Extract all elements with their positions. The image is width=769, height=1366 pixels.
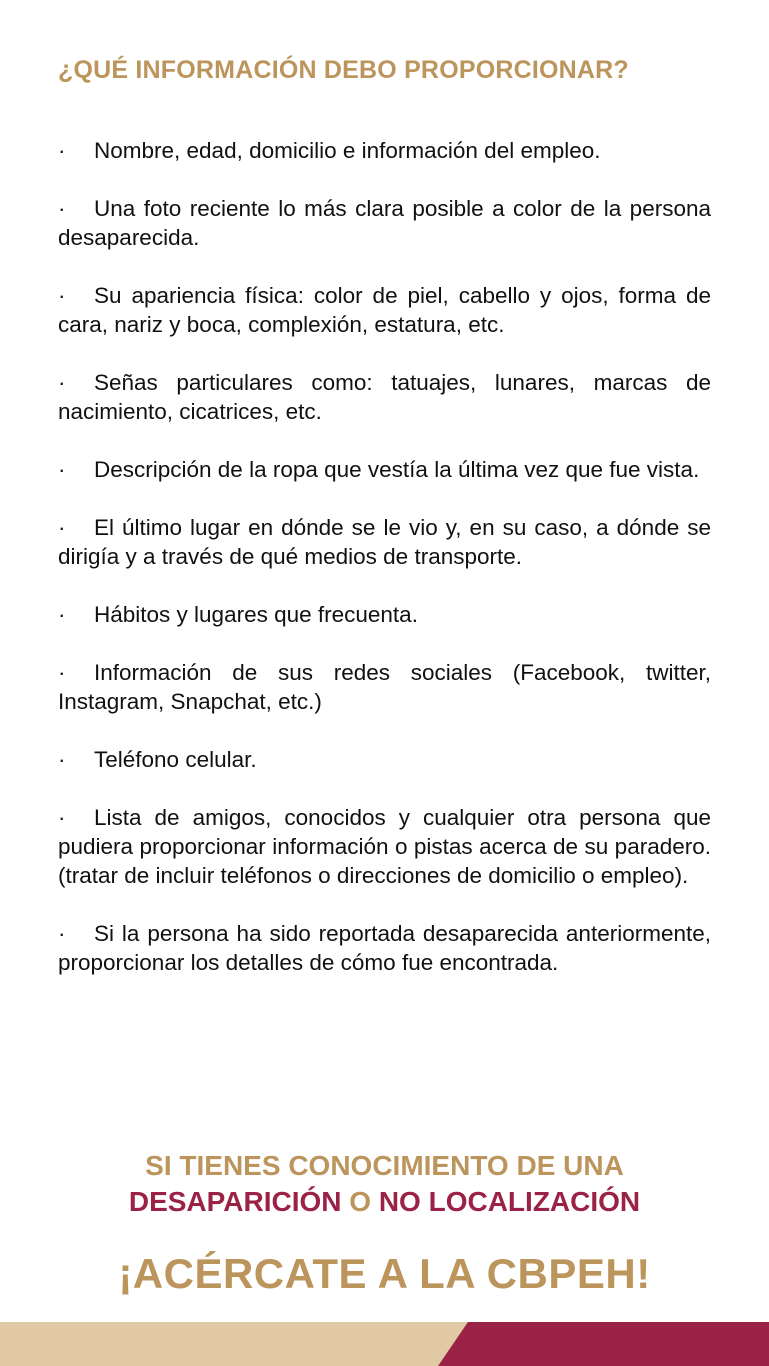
- list-item: [58, 136, 711, 165]
- list-item-text: Hábitos y lugares que frecuenta.: [94, 602, 418, 627]
- footer-maroon-stripe: [438, 1322, 769, 1366]
- list-item: [58, 281, 711, 339]
- list-item-text: Una foto reciente lo más clara posible a color de la persona desaparecida.: [58, 196, 711, 250]
- bullet-icon: ·: [58, 805, 66, 830]
- list-item-text: El último lugar en dónde se le vio y, en su caso, a dónde se dirigía y a través de qué medios de transporte.: [58, 515, 711, 569]
- list-item: [58, 600, 711, 629]
- list-item-text: Lista de amigos, conocidos y cualquier otra persona que pudiera proporcionar información o pistas acerca de su paradero. (tratar de incluir teléfonos o direcciones de domicilio o empleo).: [58, 805, 711, 888]
- bullet-icon: ·: [58, 747, 66, 772]
- bullet-icon: ·: [58, 196, 66, 221]
- list-item: [58, 455, 711, 484]
- list-item: [58, 194, 711, 252]
- list-item-text: Si la persona ha sido reportada desaparecida anteriormente, proporcionar los detalles de cómo fue encontrada.: [58, 921, 711, 975]
- list-item: [58, 803, 711, 890]
- list-item: [58, 513, 711, 571]
- cta-not-located: NO LOCALIZACIÓN: [378, 1186, 641, 1217]
- list-item-text: Información de sus redes sociales (Facebook, twitter, Instagram, Snapchat, etc.): [58, 660, 711, 714]
- cta-line-2: [0, 1186, 769, 1218]
- bullet-icon: ·: [58, 602, 66, 627]
- list-item: [58, 368, 711, 426]
- list-item: [58, 919, 711, 977]
- bullet-icon: ·: [58, 138, 66, 163]
- bullet-icon: ·: [58, 921, 66, 946]
- bullet-icon: ·: [58, 283, 66, 308]
- cta-final-call: ¡ACÉRCATE A LA CBPEH!: [118, 1250, 651, 1297]
- bullet-icon: ·: [58, 660, 66, 685]
- footer-band: [0, 1322, 769, 1366]
- list-item-text: Nombre, edad, domicilio e información del empleo.: [94, 138, 601, 163]
- information-list: [58, 136, 711, 1006]
- page-title: ¿QUÉ INFORMACIÓN DEBO PROPORCIONAR?: [58, 56, 629, 84]
- list-item: [58, 658, 711, 716]
- bullet-icon: ·: [58, 515, 66, 540]
- bullet-icon: ·: [58, 457, 66, 482]
- list-item-text: Su apariencia física: color de piel, cabello y ojos, forma de cara, nariz y boca, complexión, estatura, etc.: [58, 283, 711, 337]
- bullet-icon: ·: [58, 370, 66, 395]
- list-item-text: Teléfono celular.: [94, 747, 257, 772]
- cta-disappearance: DESAPARICIÓN: [128, 1186, 342, 1217]
- cta-line-1: SI TIENES CONOCIMIENTO DE UNA: [145, 1150, 624, 1181]
- cta-connector: O: [341, 1186, 379, 1217]
- list-item-text: Señas particulares como: tatuajes, lunares, marcas de nacimiento, cicatrices, etc.: [58, 370, 711, 424]
- list-item: [58, 745, 711, 774]
- list-item-text: Descripción de la ropa que vestía la última vez que fue vista.: [94, 457, 700, 482]
